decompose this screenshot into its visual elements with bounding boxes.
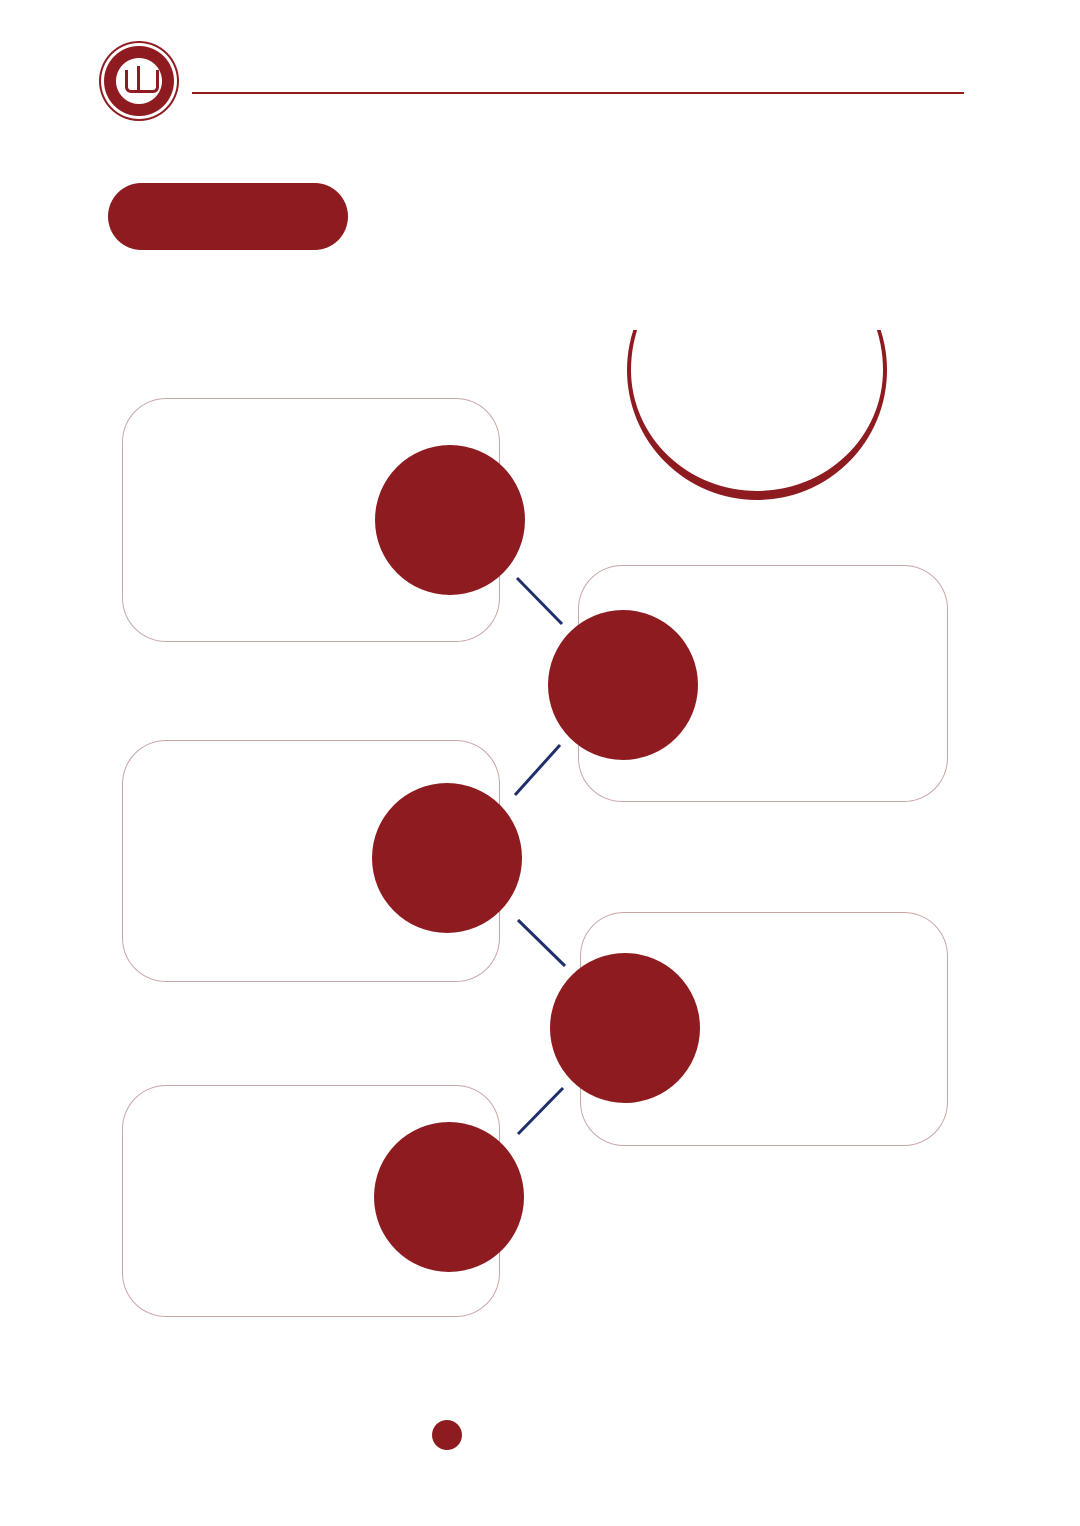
feature-circle-2 (548, 610, 698, 760)
feature-circle-4 (550, 953, 700, 1103)
page-number (432, 1420, 462, 1450)
feature-circle-3 (372, 783, 522, 933)
feature-circle-5 (374, 1122, 524, 1272)
feature-circle-1 (375, 445, 525, 595)
